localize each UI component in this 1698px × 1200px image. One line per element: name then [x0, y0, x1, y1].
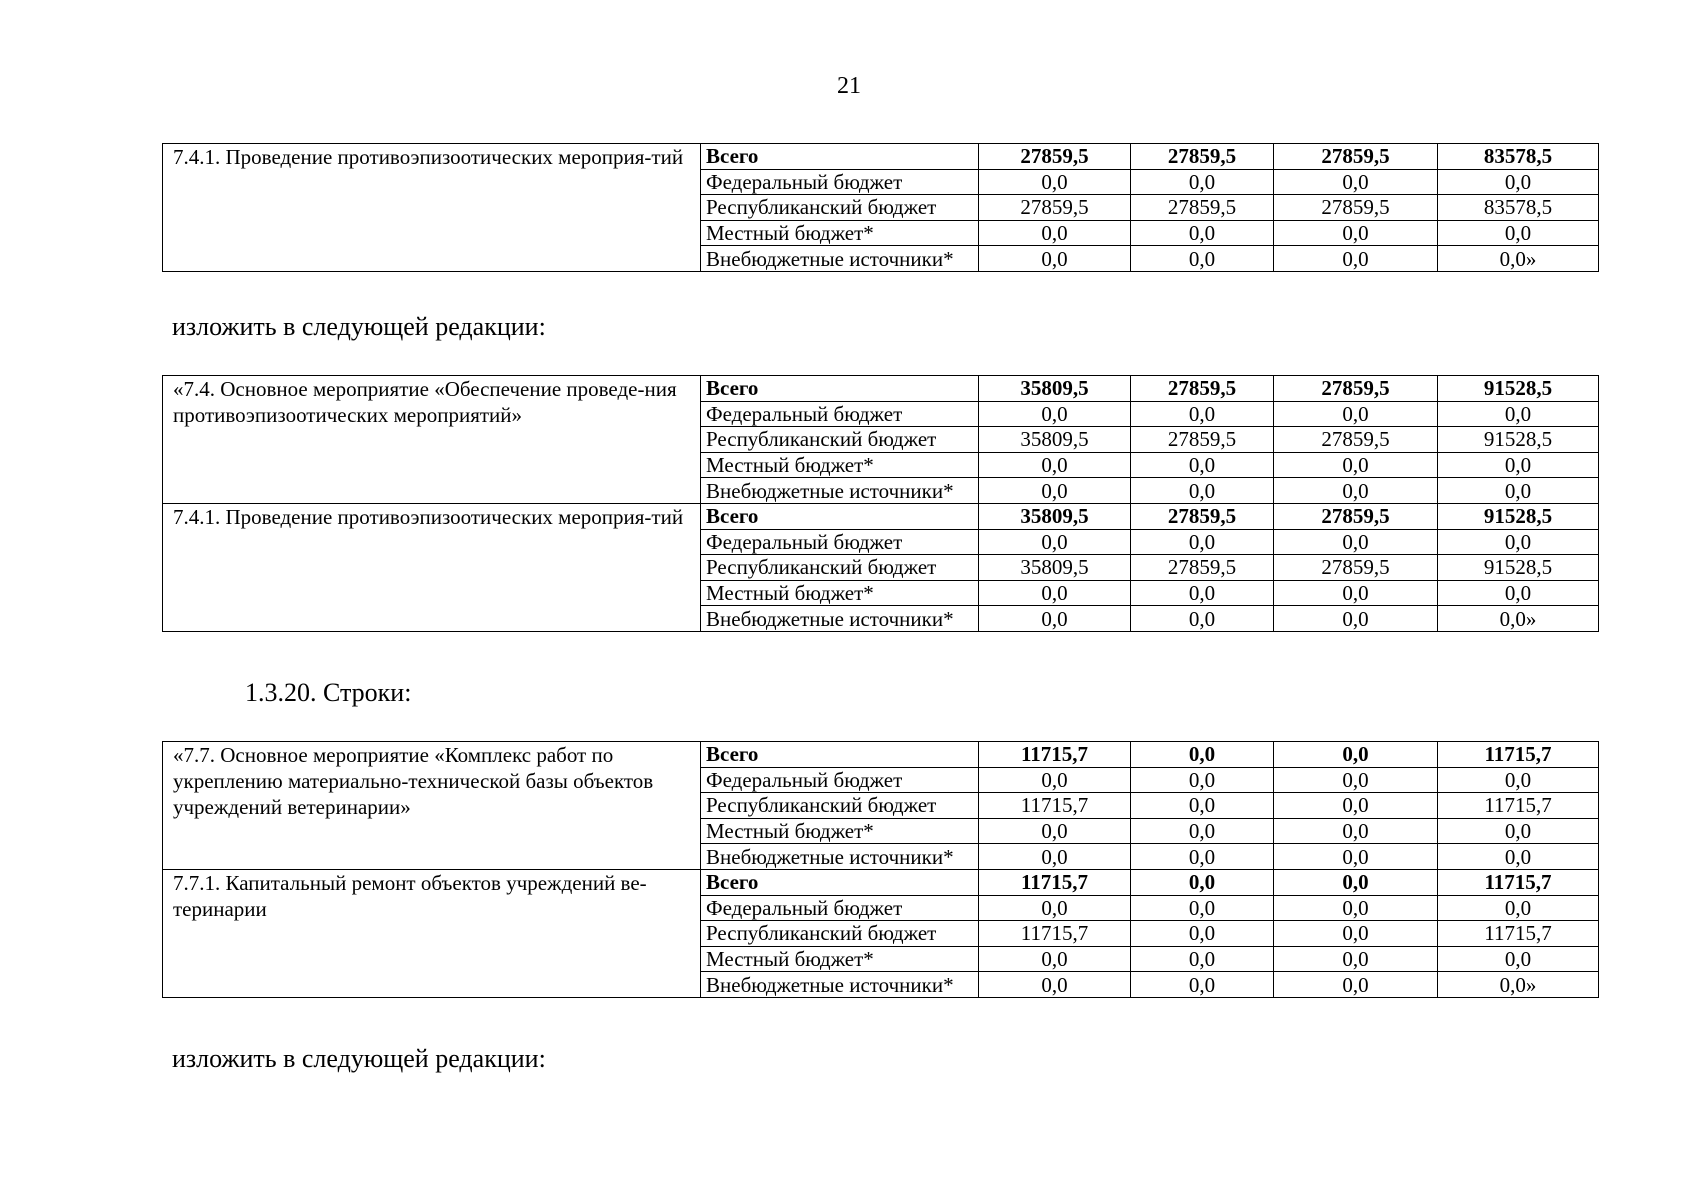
amount-cell: 0,0: [1274, 767, 1438, 793]
funding-source: Всего: [701, 144, 979, 170]
funding-source: Всего: [701, 869, 979, 895]
amount-cell: 0,0: [1274, 742, 1438, 768]
amount-cell: 0,0: [1131, 452, 1274, 478]
funding-source: Внебюджетные источники*: [701, 478, 979, 504]
funding-source: Республиканский бюджет: [701, 921, 979, 947]
amount-cell: 0,0: [979, 478, 1131, 504]
amount-cell: 0,0: [1274, 869, 1438, 895]
funding-source: Всего: [701, 742, 979, 768]
amount-cell: 0,0: [1131, 246, 1274, 272]
amount-cell: 0,0: [1438, 452, 1599, 478]
amount-cell: 27859,5: [1131, 376, 1274, 402]
amount-cell: 0,0: [1274, 580, 1438, 606]
amount-cell: 0,0: [979, 169, 1131, 195]
amount-cell: 27859,5: [979, 144, 1131, 170]
amount-cell: 0,0: [1131, 580, 1274, 606]
table-row: [163, 869, 1599, 895]
amount-cell: 0,0: [1274, 478, 1438, 504]
funding-source: Федеральный бюджет: [701, 529, 979, 555]
amount-cell: 0,0: [1438, 946, 1599, 972]
funding-source: Республиканский бюджет: [701, 195, 979, 221]
activity-description: 7.7.1. Капитальный ремонт объектов учреждений ве-теринарии: [163, 869, 701, 997]
amount-cell: 35809,5: [979, 427, 1131, 453]
amount-cell: 0,0: [1274, 818, 1438, 844]
amount-cell: 0,0: [1131, 529, 1274, 555]
amount-cell: 0,0: [1131, 818, 1274, 844]
amount-cell: 91528,5: [1438, 503, 1599, 529]
amount-cell: 11715,7: [979, 869, 1131, 895]
amount-cell: 0,0»: [1438, 606, 1599, 632]
amount-cell: 91528,5: [1438, 555, 1599, 581]
amount-cell: 0,0: [1131, 169, 1274, 195]
amount-cell: 0,0: [979, 946, 1131, 972]
amount-cell: 27859,5: [1131, 555, 1274, 581]
amount-cell: 0,0: [979, 844, 1131, 870]
amount-cell: 35809,5: [979, 503, 1131, 529]
amount-cell: 0,0: [1438, 169, 1599, 195]
table-row: [163, 144, 1599, 170]
funding-source: Республиканский бюджет: [701, 793, 979, 819]
budget-table-3: [162, 741, 1599, 998]
funding-source: Местный бюджет*: [701, 580, 979, 606]
amount-cell: 0,0: [1438, 580, 1599, 606]
amount-cell: 0,0: [1131, 895, 1274, 921]
amount-cell: 0,0: [979, 972, 1131, 998]
amount-cell: 27859,5: [1274, 427, 1438, 453]
activity-description: «7.4. Основное мероприятие «Обеспечение проведе-ния противоэпизоотических мероприятий»: [163, 376, 701, 504]
amount-cell: 0,0: [1274, 401, 1438, 427]
amount-cell: 0,0: [979, 895, 1131, 921]
amount-cell: 27859,5: [1274, 376, 1438, 402]
funding-source: Местный бюджет*: [701, 818, 979, 844]
amount-cell: 0,0: [1274, 844, 1438, 870]
amount-cell: 0,0: [1274, 169, 1438, 195]
funding-source: Всего: [701, 503, 979, 529]
paragraph-section-1-3-20: 1.3.20. Строки:: [245, 678, 412, 707]
funding-source: Местный бюджет*: [701, 220, 979, 246]
amount-cell: 0,0: [1131, 606, 1274, 632]
activity-description: 7.4.1. Проведение противоэпизоотических мероприя-тий: [163, 144, 701, 272]
amount-cell: 27859,5: [1131, 195, 1274, 221]
amount-cell: 0,0: [1131, 220, 1274, 246]
amount-cell: 0,0: [1131, 844, 1274, 870]
amount-cell: 0,0: [1131, 767, 1274, 793]
funding-source: Внебюджетные источники*: [701, 606, 979, 632]
amount-cell: 11715,7: [979, 921, 1131, 947]
amount-cell: 0,0: [979, 529, 1131, 555]
amount-cell: 0,0: [1274, 220, 1438, 246]
amount-cell: 0,0: [979, 580, 1131, 606]
amount-cell: 83578,5: [1438, 195, 1599, 221]
funding-source: Местный бюджет*: [701, 946, 979, 972]
amount-cell: 0,0: [1131, 921, 1274, 947]
activity-description: «7.7. Основное мероприятие «Комплекс работ по укреплению материально-технической базы объектов учреждений ветеринарии»: [163, 742, 701, 870]
amount-cell: 27859,5: [979, 195, 1131, 221]
amount-cell: 0,0: [1274, 529, 1438, 555]
amount-cell: 0,0: [979, 818, 1131, 844]
amount-cell: 0,0: [979, 606, 1131, 632]
amount-cell: 35809,5: [979, 555, 1131, 581]
amount-cell: 35809,5: [979, 376, 1131, 402]
paragraph-new-edition-1: изложить в следующей редакции:: [172, 312, 546, 341]
activity-description: 7.4.1. Проведение противоэпизоотических мероприя-тий: [163, 503, 701, 631]
amount-cell: 0,0: [1274, 895, 1438, 921]
table-row: [163, 376, 1599, 402]
amount-cell: 0,0: [1131, 793, 1274, 819]
amount-cell: 11715,7: [1438, 869, 1599, 895]
amount-cell: 0,0: [979, 452, 1131, 478]
amount-cell: 11715,7: [979, 793, 1131, 819]
amount-cell: 0,0: [1274, 946, 1438, 972]
amount-cell: 11715,7: [1438, 742, 1599, 768]
funding-source: Федеральный бюджет: [701, 169, 979, 195]
amount-cell: 0,0: [979, 767, 1131, 793]
amount-cell: 83578,5: [1438, 144, 1599, 170]
funding-source: Внебюджетные источники*: [701, 246, 979, 272]
amount-cell: 27859,5: [1131, 503, 1274, 529]
amount-cell: 0,0: [1438, 818, 1599, 844]
amount-cell: 0,0: [1131, 972, 1274, 998]
amount-cell: 0,0: [1438, 529, 1599, 555]
funding-source: Внебюджетные источники*: [701, 972, 979, 998]
amount-cell: 0,0: [1438, 895, 1599, 921]
funding-source: Федеральный бюджет: [701, 767, 979, 793]
amount-cell: 0,0: [1131, 946, 1274, 972]
amount-cell: 0,0: [1438, 478, 1599, 504]
amount-cell: 91528,5: [1438, 376, 1599, 402]
amount-cell: 27859,5: [1131, 427, 1274, 453]
paragraph-new-edition-2: изложить в следующей редакции:: [172, 1044, 546, 1073]
funding-source: Республиканский бюджет: [701, 555, 979, 581]
funding-source: Федеральный бюджет: [701, 895, 979, 921]
amount-cell: 0,0: [1131, 869, 1274, 895]
amount-cell: 0,0: [979, 401, 1131, 427]
amount-cell: 27859,5: [1274, 503, 1438, 529]
amount-cell: 27859,5: [1274, 555, 1438, 581]
amount-cell: 27859,5: [1131, 144, 1274, 170]
amount-cell: 0,0»: [1438, 246, 1599, 272]
amount-cell: 0,0: [1274, 452, 1438, 478]
amount-cell: 0,0: [1438, 220, 1599, 246]
amount-cell: 0,0: [1131, 478, 1274, 504]
amount-cell: 0,0: [1438, 844, 1599, 870]
amount-cell: 0,0: [1131, 401, 1274, 427]
amount-cell: 91528,5: [1438, 427, 1599, 453]
amount-cell: 0,0: [1438, 767, 1599, 793]
budget-table-1: [162, 143, 1599, 272]
amount-cell: 0,0: [1274, 606, 1438, 632]
amount-cell: 11715,7: [1438, 921, 1599, 947]
amount-cell: 0,0: [1131, 742, 1274, 768]
amount-cell: 0,0: [1274, 921, 1438, 947]
funding-source: Местный бюджет*: [701, 452, 979, 478]
table-row: [163, 503, 1599, 529]
amount-cell: 0,0: [1274, 246, 1438, 272]
funding-source: Всего: [701, 376, 979, 402]
funding-source: Республиканский бюджет: [701, 427, 979, 453]
funding-source: Федеральный бюджет: [701, 401, 979, 427]
amount-cell: 0,0»: [1438, 972, 1599, 998]
amount-cell: 0,0: [979, 220, 1131, 246]
amount-cell: 0,0: [979, 246, 1131, 272]
table-row: [163, 742, 1599, 768]
amount-cell: 0,0: [1274, 972, 1438, 998]
page-number: 21: [837, 73, 861, 99]
amount-cell: 11715,7: [979, 742, 1131, 768]
amount-cell: 11715,7: [1438, 793, 1599, 819]
funding-source: Внебюджетные источники*: [701, 844, 979, 870]
amount-cell: 27859,5: [1274, 144, 1438, 170]
budget-table-2: [162, 375, 1599, 632]
amount-cell: 0,0: [1438, 401, 1599, 427]
amount-cell: 27859,5: [1274, 195, 1438, 221]
amount-cell: 0,0: [1274, 793, 1438, 819]
